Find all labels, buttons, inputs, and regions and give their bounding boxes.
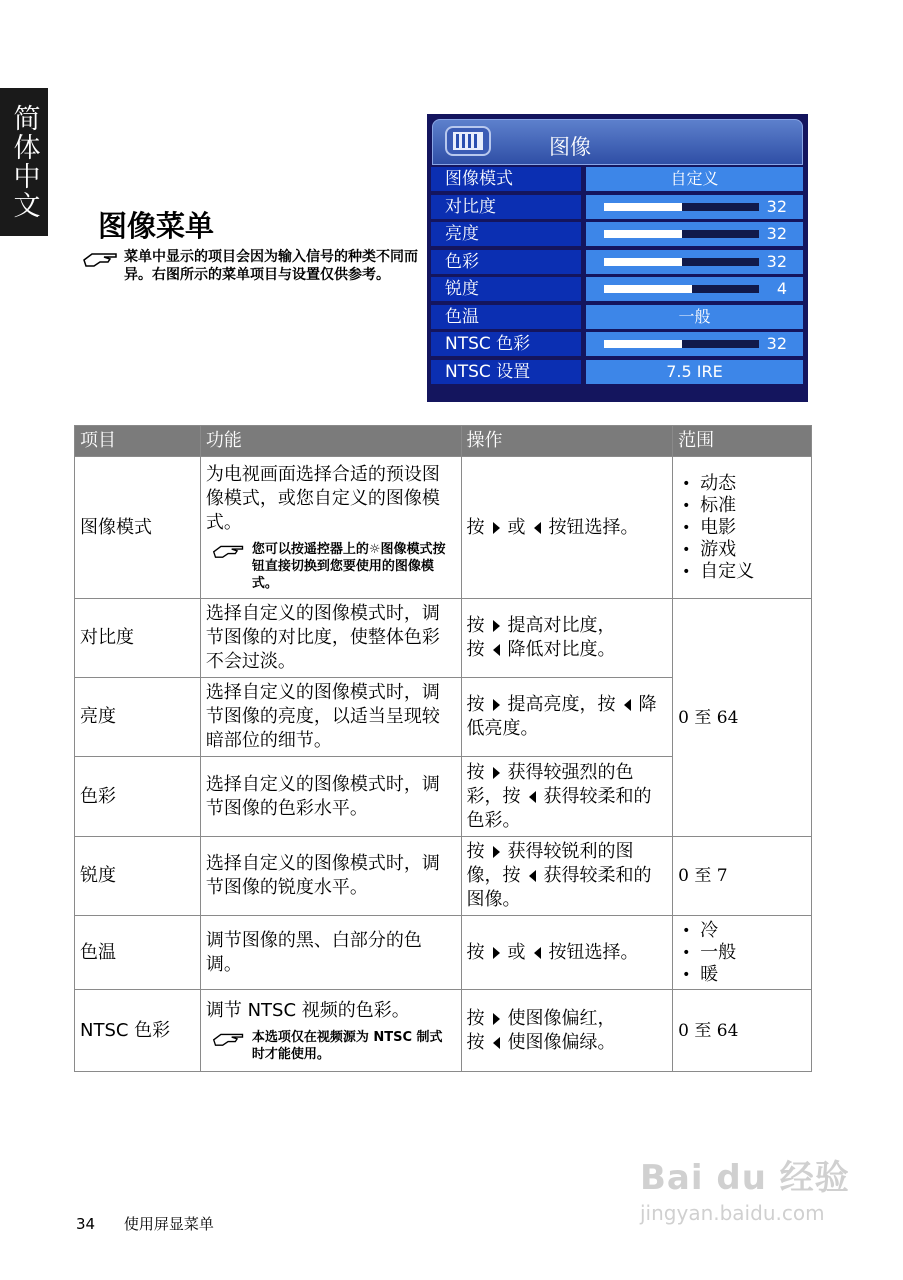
operation-cell (461, 599, 673, 678)
osd-row-value (586, 195, 803, 219)
osd-row-label: NTSC 设置 (431, 360, 581, 384)
left-arrow-icon (529, 870, 536, 882)
op-text: 使图像偏红， (507, 1007, 616, 1029)
osd-level-bar (604, 285, 759, 293)
note-hand-icon (210, 541, 248, 559)
page-title: 图像菜单 (98, 209, 215, 243)
note-hand-icon (210, 1029, 248, 1047)
op-text: 按 (466, 1007, 485, 1029)
function-cell (200, 990, 461, 1072)
item-cell: NTSC 色彩 (75, 990, 201, 1072)
item-cell: 图像模式 (75, 457, 201, 599)
range-option: • 自定义 (678, 561, 806, 583)
header-range: 范围 (673, 426, 812, 457)
op-text: 按 (466, 516, 485, 538)
item-cell: 色彩 (75, 757, 201, 837)
range-cell: 0 至 64 (673, 990, 812, 1072)
op-text: 获得较柔和的色彩。 (466, 785, 652, 831)
right-arrow-icon (493, 522, 500, 534)
osd-level-fill (604, 340, 682, 348)
osd-menu (427, 114, 808, 402)
left-arrow-icon (534, 522, 541, 534)
osd-row-label: 亮度 (431, 222, 581, 246)
osd-level-fill (604, 258, 682, 266)
osd-level-bar (604, 230, 759, 238)
sun-icon: ☼ (368, 542, 381, 557)
osd-level-bar (604, 203, 759, 211)
op-text: 按 (466, 761, 485, 783)
osd-row-label: NTSC 色彩 (431, 332, 581, 356)
right-arrow-icon (493, 1013, 500, 1025)
osd-row-label: 色彩 (431, 250, 581, 274)
range-option: • 电影 (678, 517, 806, 539)
osd-row (431, 277, 805, 301)
table-row (75, 599, 812, 678)
function-cell: 选择自定义的图像模式时，调节图像的色彩水平。 (200, 757, 461, 837)
section-name: 使用屏显菜单 (123, 1215, 214, 1233)
osd-row-value (586, 250, 803, 274)
function-cell (200, 457, 461, 599)
osd-row (431, 222, 805, 246)
op-text: 提高对比度， (507, 615, 616, 636)
op-text: 按 (466, 841, 485, 862)
osd-row-value (586, 332, 803, 356)
range-option: • 游戏 (678, 539, 806, 561)
op-text: 获得较锐利的图像，按 (466, 841, 634, 886)
op-text: 或 (507, 941, 526, 963)
osd-row-value: 自定义 (586, 167, 803, 191)
header-operation: 操作 (461, 426, 673, 457)
osd-row (431, 360, 805, 384)
op-text: 提高亮度，按 (507, 694, 616, 715)
osd-row-label: 锐度 (431, 277, 581, 301)
osd-level-bar (604, 340, 759, 348)
operation-cell (461, 916, 673, 990)
note-text-b: 图像模式按钮直接切换到您要使用的图像模式。 (251, 542, 446, 591)
table-row (75, 916, 812, 990)
watermark-logo: Bai du 经验 (640, 1158, 850, 1198)
table-header-row (75, 426, 812, 457)
left-arrow-icon (534, 947, 541, 959)
cell-note (206, 541, 456, 592)
range-cell (673, 916, 812, 990)
settings-table (74, 425, 812, 1072)
osd-level-number: 32 (766, 224, 787, 243)
osd-row (431, 332, 805, 356)
op-text: 降低亮度。 (466, 694, 657, 739)
page-footer (76, 1213, 214, 1234)
left-arrow-icon (493, 644, 500, 656)
op-text: 按 (466, 941, 485, 963)
osd-row-value: 7.5 IRE (586, 360, 803, 384)
osd-level-number: 32 (766, 251, 787, 271)
osd-level-bar (604, 258, 759, 266)
item-cell: 锐度 (75, 837, 201, 916)
function-cell: 选择自定义的图像模式时，调节图像的亮度，以适当呈现较暗部位的细节。 (200, 678, 461, 757)
page-number: 34 (76, 1215, 96, 1233)
osd-row-label: 图像模式 (431, 167, 581, 191)
cell-note (206, 1029, 456, 1063)
left-arrow-icon (529, 791, 536, 803)
osd-row-value: 一般 (586, 305, 803, 329)
header-function: 功能 (200, 426, 461, 457)
operation-cell (461, 837, 673, 916)
language-tab: 简体中文 (0, 88, 48, 236)
range-option: • 冷 (678, 920, 806, 942)
item-cell: 色温 (75, 916, 201, 990)
op-text: 按 (466, 694, 485, 715)
osd-level-number: 32 (766, 196, 787, 216)
function-text: 为电视画面选择合适的预设图像模式，或您自定义的图像模式。 (205, 464, 440, 533)
right-arrow-icon (493, 846, 500, 858)
operation-cell (461, 678, 673, 757)
table-row (75, 837, 812, 916)
function-cell: 调节图像的黑、白部分的色调。 (200, 916, 461, 990)
note-text: 本选项仅在视频源为 NTSC 制式时才能使用。 (251, 1029, 443, 1062)
header-item: 项目 (75, 426, 201, 457)
table-row (75, 990, 812, 1072)
op-text: 获得较柔和的图像。 (466, 865, 652, 910)
op-text: 按钮选择。 (548, 941, 639, 963)
left-arrow-icon (493, 1037, 500, 1049)
op-text: 获得较强烈的色彩，按 (466, 761, 634, 807)
right-arrow-icon (493, 699, 500, 711)
osd-level-fill (604, 285, 692, 293)
range-option: • 标准 (678, 495, 806, 517)
op-text: 或 (507, 516, 526, 538)
osd-row-label: 对比度 (431, 195, 581, 219)
osd-row (431, 305, 805, 329)
range-cell (673, 457, 812, 599)
op-text: 按 (466, 639, 485, 660)
op-text: 按 (466, 615, 485, 636)
right-arrow-icon (493, 767, 500, 779)
picture-menu-icon (445, 126, 491, 156)
op-text: 降低对比度。 (507, 639, 616, 660)
osd-row-value (586, 277, 803, 301)
right-arrow-icon (493, 620, 500, 632)
osd-level-number: 32 (766, 334, 787, 353)
range-cell: 0 至 7 (673, 837, 812, 916)
item-cell: 亮度 (75, 678, 201, 757)
operation-cell (461, 757, 673, 837)
left-arrow-icon (624, 699, 631, 711)
function-text: 调节 NTSC 视频的色彩。 (205, 999, 410, 1021)
op-text: 按钮选择。 (548, 516, 639, 538)
note-hand-icon (82, 248, 120, 272)
table-row (75, 457, 812, 599)
osd-row-value (586, 222, 803, 246)
right-arrow-icon (493, 947, 500, 959)
range-option: • 一般 (678, 942, 806, 964)
op-text: 按 (466, 1031, 485, 1053)
osd-level-fill (604, 203, 682, 211)
note-text-a: 您可以按遥控器上的 (251, 542, 369, 557)
osd-row (431, 195, 805, 219)
operation-cell (461, 990, 673, 1072)
osd-level-fill (604, 230, 682, 238)
function-cell: 选择自定义的图像模式时，调节图像的锐度水平。 (200, 837, 461, 916)
osd-level-number: 4 (776, 279, 787, 298)
watermark-url: jingyan.baidu.com (640, 1201, 825, 1225)
osd-row-label: 色温 (431, 305, 581, 329)
op-text: 使图像偏绿。 (507, 1031, 616, 1053)
intro-note (82, 248, 422, 283)
osd-header (432, 119, 803, 165)
osd-row (431, 167, 805, 191)
item-cell: 对比度 (75, 599, 201, 678)
range-option: • 暖 (678, 964, 806, 986)
watermark (640, 1150, 850, 1225)
osd-title: 图像 (549, 135, 591, 159)
osd-row (431, 250, 805, 274)
range-option: • 动态 (678, 473, 806, 495)
intro-note-text: 菜单中显示的项目会因为输入信号的种类不同而异。右图所示的菜单项目与设置仅供参考。 (124, 249, 418, 283)
range-cell: 0 至 64 (673, 599, 812, 837)
function-cell: 选择自定义的图像模式时，调节图像的对比度，使整体色彩不会过淡。 (200, 599, 461, 678)
operation-cell (461, 457, 673, 599)
